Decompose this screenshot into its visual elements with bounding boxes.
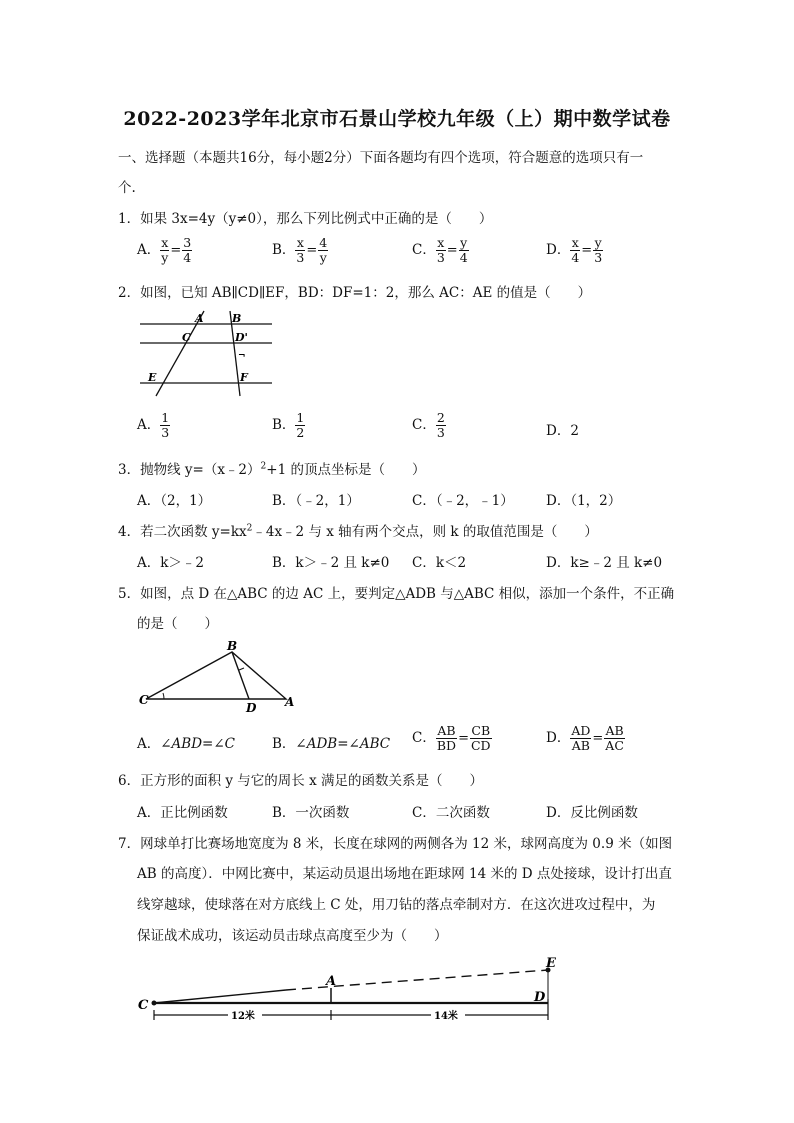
question-3-stem: 3．抛物线 y=（x﹣2）$^2$+1 的顶点坐标是（ ）	[118, 461, 426, 478]
label-c: C	[182, 331, 191, 344]
q7-court-figure	[136, 955, 561, 1025]
q2-parallel-lines-figure	[140, 308, 280, 400]
q1-option-d[interactable]: D． $\frac{x}{4}$ = $\frac{y}{3}$	[546, 235, 603, 265]
q6-option-a[interactable]: A．正比例函数	[137, 805, 228, 821]
question-4-stem: 4．若二次函数 $y=kx^2﹣4x﹣2$ 与 x 轴有两个交点，则 k 的取值范围是（ ）	[118, 523, 598, 540]
label-f: F	[240, 371, 248, 384]
label-b: B	[227, 639, 238, 653]
q3-option-c[interactable]: C．（﹣2，﹣1）	[412, 493, 514, 509]
question-7-stem-line-1: 7．网球单打比赛场地宽度为 8 米，长度在球网的两侧各为 12 米，球网高度为 0.9 米（如图	[118, 836, 673, 852]
question-7-stem-line-2: AB 的高度）．中网比赛中，某运动员退出场地在距球网 14 米的 D 点处接球，设计打出直	[137, 866, 672, 882]
q4-option-b[interactable]: B．k＞﹣2 且 k≠0	[272, 555, 390, 571]
label-e: E	[148, 371, 157, 384]
question-5-stem-cont: 的是（ ）	[137, 616, 218, 632]
label-d: D'	[235, 331, 248, 344]
question-6-stem: 6．正方形的面积 y 与它的周长 x 满足的函数关系是（ ）	[118, 773, 483, 789]
q4-option-c[interactable]: C．k＜2	[412, 555, 467, 571]
q5-triangle-figure	[136, 638, 301, 716]
question-1-stem: 1．如果 3x=4y（y≠0），那么下列比例式中正确的是（ ）	[118, 211, 493, 227]
label-d: D	[246, 701, 257, 715]
label-a: A	[326, 974, 337, 989]
q5-option-a[interactable]: A．∠ABD=∠C	[137, 736, 236, 752]
label-a: A	[285, 695, 295, 709]
q3-option-d[interactable]: D．（1，2）	[546, 493, 622, 509]
q6-option-b[interactable]: B．一次函数	[272, 805, 350, 821]
q3-option-a[interactable]: A．（2，1）	[137, 493, 212, 509]
q3-option-b[interactable]: B．（﹣2，1）	[272, 493, 360, 509]
q2-option-c[interactable]: C． $\frac{2}{3}$	[412, 410, 445, 440]
label-d: D	[534, 990, 546, 1005]
q2-option-d[interactable]: D．2	[546, 423, 579, 439]
q4-option-a[interactable]: A．k＞﹣2	[137, 555, 205, 571]
label-c: C	[138, 998, 149, 1013]
label-mark: ¬	[238, 351, 246, 361]
page-title: 2022-2023学年北京市石景山学校九年级（上）期中数学试卷	[123, 108, 671, 130]
question-7-stem-line-4: 保证战术成功，该运动员击球点高度至少为（ ）	[137, 928, 448, 944]
label-a: A	[195, 312, 204, 325]
q5-option-b[interactable]: B．∠ADB=∠ABC	[272, 736, 391, 752]
q4-option-d[interactable]: D．k≥﹣2 且 k≠0	[546, 555, 663, 571]
label-12m: 12米	[231, 1011, 255, 1022]
section-heading-cont: 个.	[118, 180, 136, 196]
question-5-stem: 5．如图，点 D 在△ABC 的边 AC 上，要判定△ADB 与△ABC 相似，添加一个条件，不正确	[118, 586, 675, 602]
label-14m: 14米	[434, 1011, 458, 1022]
q1-option-c[interactable]: C． $\frac{x}{3}$ = $\frac{y}{4}$	[412, 235, 468, 265]
q1-option-b[interactable]: B． $\frac{x}{3}$ = $\frac{4}{y}$	[272, 235, 328, 265]
question-2-stem: 2．如图，已知 AB∥CD∥EF，BD：DF=1：2，那么 AC：AE 的值是（ ）	[118, 285, 592, 301]
section-heading: 一、选择题（本题共16分，每小题2分）下面各题均有四个选项，符合题意的选项只有一	[118, 150, 644, 166]
q6-option-d[interactable]: D．反比例函数	[546, 805, 638, 821]
label-c: C	[139, 693, 149, 707]
label-b: B	[232, 312, 242, 325]
q5-option-c[interactable]: C． $\frac{AB}{BD}$ = $\frac{CB}{CD}$	[412, 723, 491, 753]
q2-option-a[interactable]: A． $\frac{1}{3}$	[137, 410, 170, 440]
question-7-stem-line-3: 线穿越球，使球落在对方底线上 C 处，用刀钻的落点牵制对方．在这次进攻过程中，为	[137, 897, 656, 913]
q2-option-b[interactable]: B． $\frac{1}{2}$	[272, 410, 305, 440]
q5-option-d[interactable]: D． $\frac{AD}{AB}$ = $\frac{AB}{AC}$	[546, 723, 624, 753]
label-e: E	[546, 956, 556, 971]
q1-option-a[interactable]: A． $\frac{x}{y}$ = $\frac{3}{4}$	[137, 235, 192, 265]
q6-option-c[interactable]: C．二次函数	[412, 805, 490, 821]
